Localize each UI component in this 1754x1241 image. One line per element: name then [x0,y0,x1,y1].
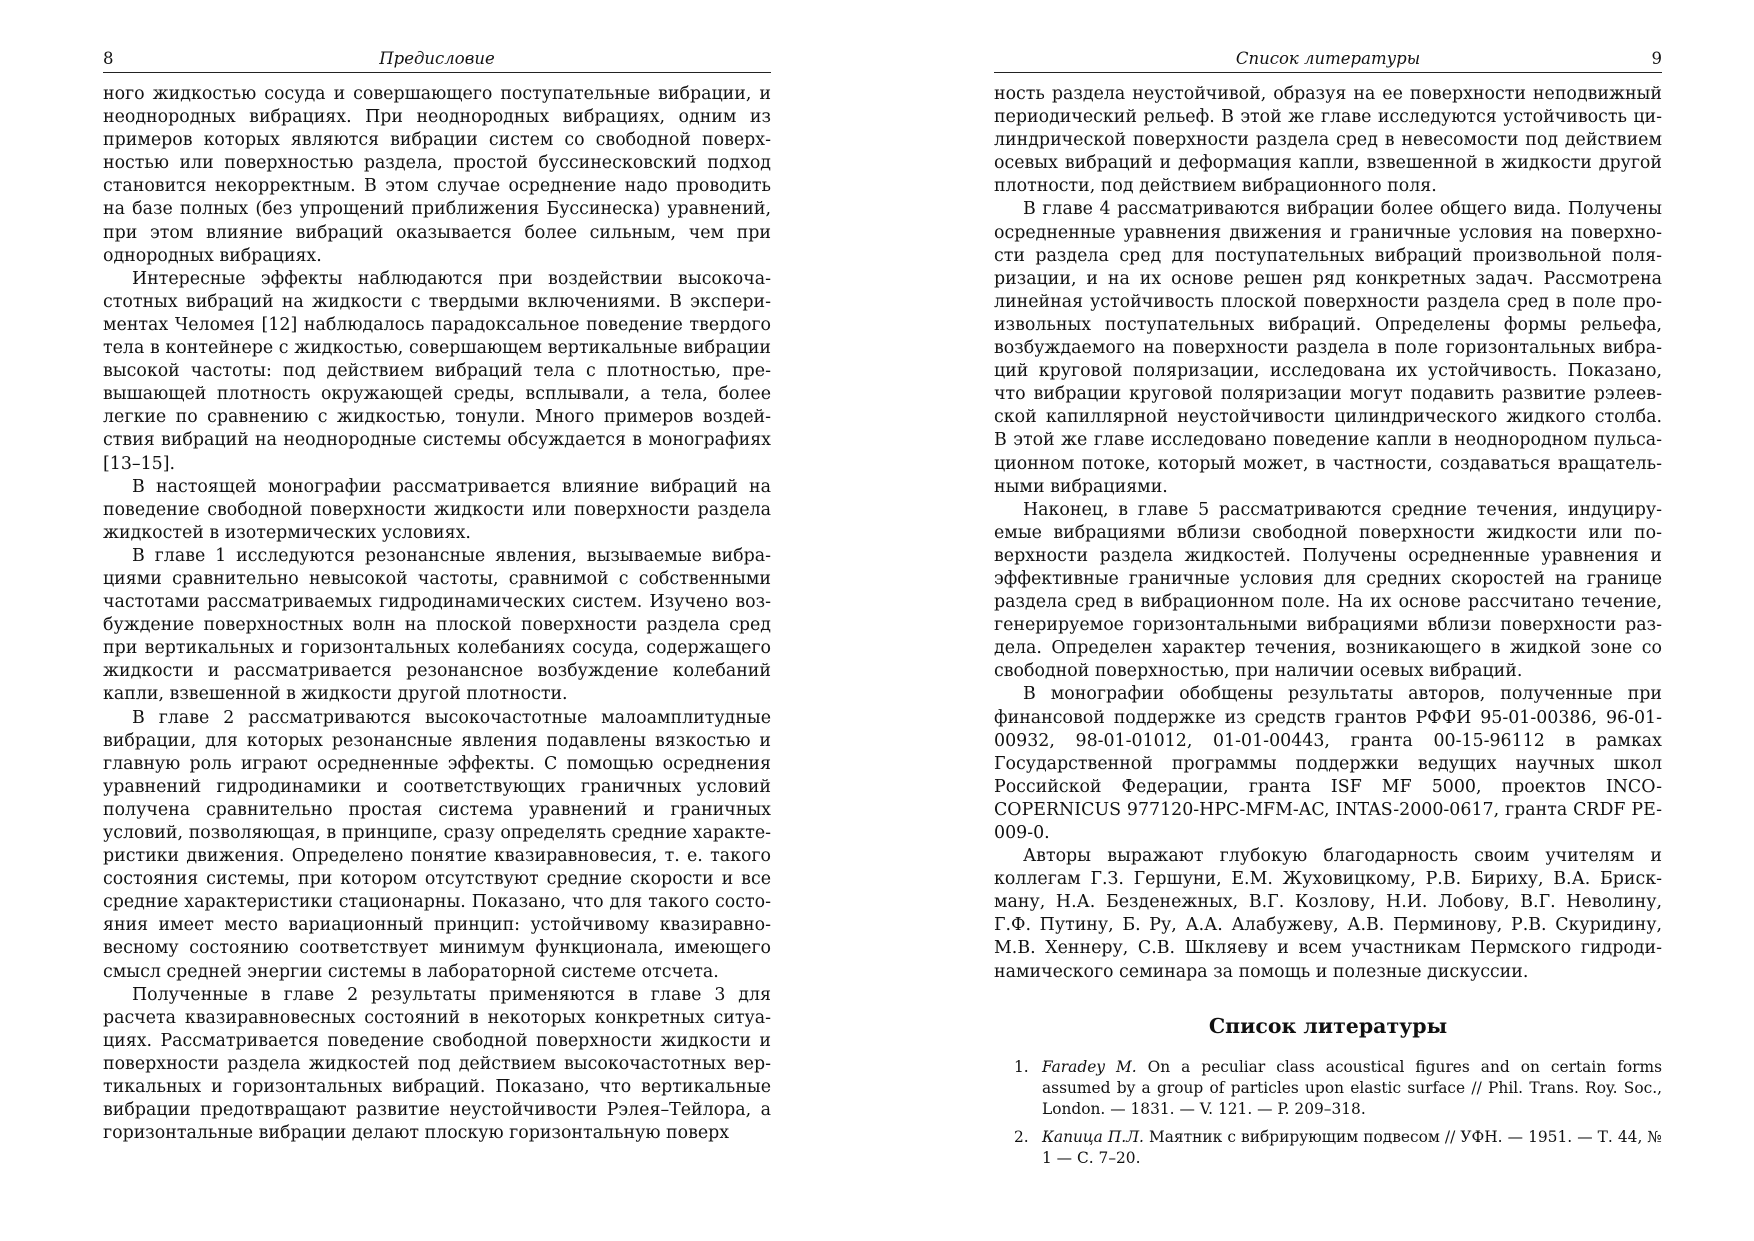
right-running-head [994,48,1662,73]
right-running-title: Список литературы [1235,49,1421,68]
reference-text: Маятник с вибрирующим подвесом // УФН. — 1951. — Т. 44, № 1 — С. 7–20. [1042,1127,1662,1167]
paragraph: Авторы выражают глубокую благодарность своим учителям и коллегам Г.З. Гершуни, Е.М. Жуховицкому, Р.В. Бириху, В.А. Брискману, Н.А. Безденежных, В.Г. Козлову, Н.И. Лобову, В.Г. Неволину, Г.Ф. Путину, Б. Ру, А.А. Алабужеву, А.В. Перминову, Р.В. Скуридину, М.В. Хеннеру, С.В. Шкляеву и всем участникам Пермского гидродинамического семинара за помощь и полезные дискуссии. [994,846,1662,982]
paragraph: Интересные эффекты наблюдаются при воздействии высокочастотных вибраций на жидкости с твердыми включениями. В экспериментах Челомея [12] наблюдалось парадоксальное поведение твердого тела в контейнере с жидкостью, совершающем вертикальные вибрации высокой частоты: под действием вибраций тела с плотностью, превышающей плотность окружающей среды, всплывали, а тела, более легкие по сравнению с жидкостью, тонули. Много примеров воздействия вибраций на неоднородные системы обсуждается в монографиях [13–15]. [103,268,771,474]
left-page [103,48,771,1145]
paragraph: ного жидкостью сосуда и совершающего поступательные вибрации, и неоднородных вибрациях. При неоднородных вибрациях, одним из примеров которых являются вибрации систем со свободной поверхностью или поверхностью раздела, простой буссинесковский подход становится некорректным. В этом случае осреднение надо проводить на базе полных (без упрощений приближения Буссинеска) уравнений, при этом влияние вибраций оказывается более сильным, чем при однородных вибрациях. [103,84,771,266]
paragraph: В монографии обобщены результаты авторов, полученные при финансовой поддержке из средств грантов РФФИ 95-01-00386, 96-01-00932, 98-01-01012, 01-01-00443, гранта 00-15-96112 в рамках Государственной программы поддержки ведущих научных школ Российской Федерации, гранта ISF MF 5000, проектов INCO-COPERNICUS 977120-HPC-MFM-AC, INTAS-2000-0617, гранта CRDF PE-009-0. [994,684,1662,843]
paragraph: Наконец, в главе 5 рассматриваются средние течения, индуцируемые вибрациями вблизи свободной поверхности жидкости или поверхности раздела жидкостей. Получены осредненные уравнения и эффективные граничные условия для средних скоростей на границе раздела сред в вибрационном поле. На их основе рассчитано течение, генерируемое горизонтальными вибрациями вблизи поверхности раздела. Определен характер течения, возникающего в жидкой зоне со свободной поверхностью, при наличии осевых вибраций. [994,499,1662,682]
left-body-text [103,83,771,1145]
paragraph: В главе 1 исследуются резонансные явления, вызываемые вибрациями сравнительно невысокой частоты, сравнимой с собственными частотами рассматриваемых гидродинамических систем. Изучено возбуждение поверхностных волн на плоской поверхности раздела сред при вертикальных и горизонтальных колебаниях сосуда, содержащего жидкости и рассматривается резонансное возбуждение колебаний капли, взвешенной в жидкости другой плотности. [103,545,771,705]
left-page-number: 8 [103,49,114,68]
reference-number: 2. [1014,1127,1029,1146]
paragraph: В главе 4 рассматриваются вибрации более общего вида. Получены осредненные уравнения движения и граничные условия на поверхности раздела сред для поступательных вибраций произвольной поляризации, и на их основе решен ряд конкретных задач. Рассмотрена линейная устойчивость плоской поверхности раздела сред в поле произвольных поступательных вибраций. Определены формы рельефа, возбуждаемого на поверхности раздела в поле горизонтальных вибраций круговой поляризации, исследована их устойчивость. Показано, что вибрации круговой поляризации могут подавить развитие рэлеевской капиллярной неустойчивости цилиндрического жидкого столба. В этой же главе исследовано поведение капли в неоднородном пульсационном потоке, который может, в частности, создаваться вращательными вибрациями. [994,199,1662,497]
paragraph: Полученные в главе 2 результаты применяются в главе 3 для расчета квазиравновесных состояний в некоторых конкретных ситуациях. Рассматривается поведение свободной поверхности жидкости и поверхности раздела жидкостей под действием высокочастотных вертикальных и горизонтальных вибраций. Показано, что вертикальные вибрации предотвращают развитие неустойчивости Рэлея–Тейлора, а горизонтальные вибрации делают плоскую горизонтальную поверх [103,984,771,1144]
paragraph: В главе 2 рассматриваются высокочастотные малоамплитудные вибрации, для которых резонансные явления подавлены вязкостью и главную роль играют осредненные эффекты. С помощью осреднения уравнений гидродинамики и соответствующих граничных условий получена сравнительно простая система уравнений и граничных условий, позволяющая, в принципе, сразу определять средние характеристики движения. Определено понятие квазиравновесия, т. е. такого состояния системы, при котором отсутствуют средние скорости и все средние характеристики стационарны. Показано, что для такого состояния имеет место вариационный принцип: устойчивому квазиравновесному состоянию соответствует минимум функционала, имеющего смысл средней энергии системы в лабораторной системе отсчета. [103,707,771,982]
paragraph: ность раздела неустойчивой, образуя на ее поверхности неподвижный периодический рельеф. В этой же главе исследуются устойчивость цилиндрической поверхности раздела сред в невесомости под действием осевых вибраций и деформация капли, взвешенной в жидкости другой плотности, под действием вибрационного поля. [994,84,1662,197]
left-running-title: Предисловие [379,49,495,68]
reference-text: On a peculiar class acoustical figures and on certain forms assumed by a group of particles upon elastic surface // Phil. Trans. Roy. Soc., London. — 1831. — V. 121. — P. 209–318. [1042,1057,1663,1119]
right-page-number: 9 [1651,49,1662,68]
references-heading: Список литературы [1208,1013,1448,1038]
left-running-head [103,48,771,73]
reference-item [994,1057,1662,1121]
paragraph: В настоящей монографии рассматривается влияние вибраций на поведение свободной поверхности жидкости или поверхности раздела жидкостей в изотермических условиях. [103,476,771,543]
reference-number: 1. [1014,1057,1029,1076]
reference-author: Faradey M. [1042,1057,1137,1076]
references-list [994,1057,1662,1169]
reference-author: Капица П.Л. [1042,1127,1144,1146]
right-page [994,48,1662,1175]
reference-item [994,1127,1662,1170]
right-body-text [994,83,1662,984]
